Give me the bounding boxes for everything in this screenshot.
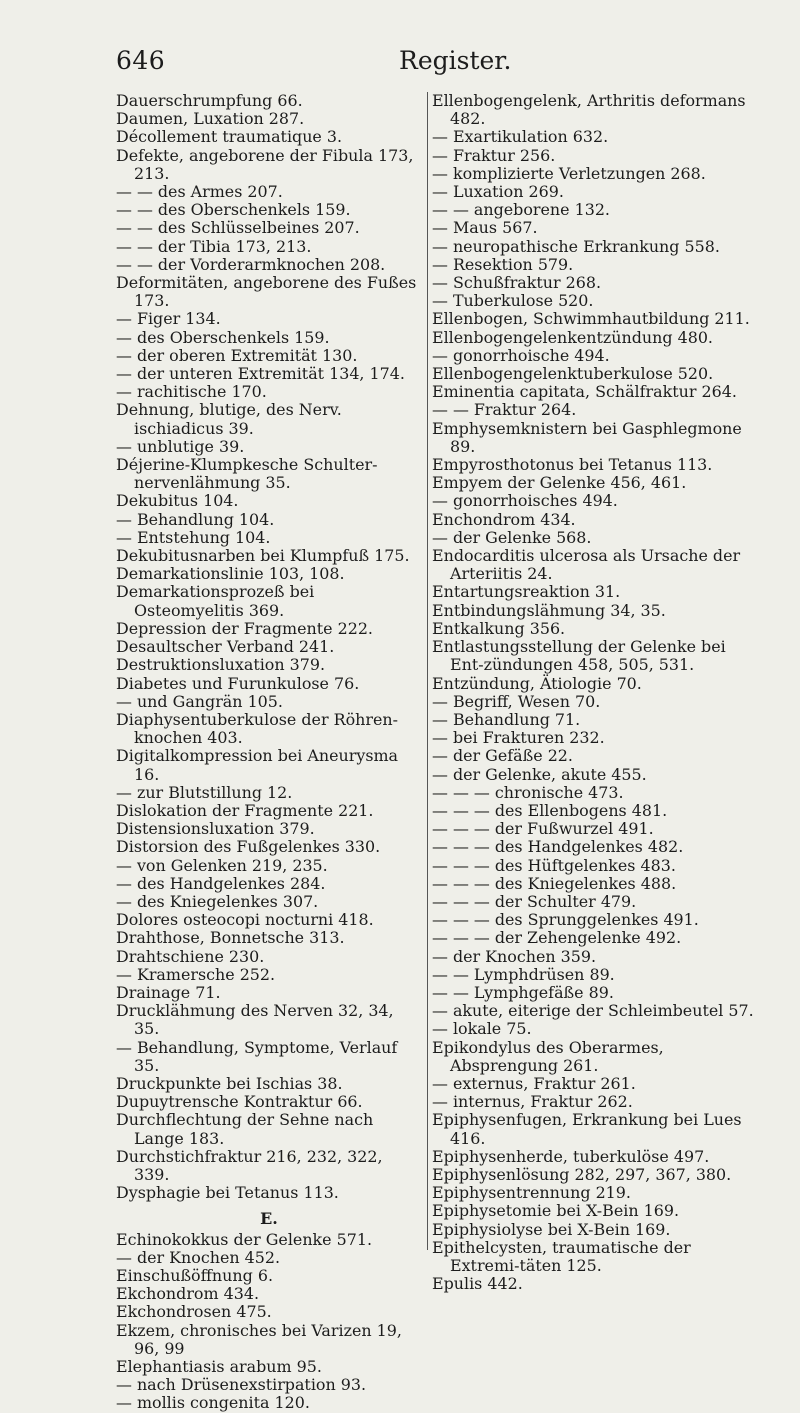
- section-letter: E.: [260, 1209, 278, 1229]
- index-entry: Epiphysenfugen, Erkrankung bei Lues 416.: [432, 1110, 742, 1148]
- index-entry: Ekchondrom 434.: [116, 1284, 260, 1304]
- index-entry: Entlastungsstellung der Gelenke bei Ent-zündungen 458, 505, 531.: [432, 637, 726, 675]
- index-entry: Ekzem, chronisches bei Varizen 19, 96, 99: [116, 1320, 402, 1358]
- index-entry: — zur Blutstillung 12.: [116, 782, 293, 802]
- index-entry: Décollement traumatique 3.: [116, 127, 343, 147]
- index-entry: Epiphysetomie bei X-Bein 169.: [432, 1201, 680, 1221]
- index-entry: Druckpunkte bei Ischias 38.: [116, 1073, 343, 1093]
- index-entry: Drahtschiene 230.: [116, 946, 265, 966]
- index-entry: — neuropathische Erkrankung 558.: [432, 236, 720, 256]
- index-entry: Dekubitus 104.: [116, 491, 239, 511]
- index-entry: Ellenbogengelenk, Arthritis deformans 482.: [432, 91, 746, 129]
- index-entry: Drahthose, Bonnetsche 313.: [116, 928, 345, 948]
- page-number: 646: [116, 46, 166, 75]
- index-entry: — lokale 75.: [432, 1019, 532, 1039]
- index-entry: Depression der Fragmente 222.: [116, 618, 373, 638]
- left-column: [116, 92, 422, 1413]
- index-entry: Ellenbogengelenktuberkulose 520.: [432, 364, 714, 384]
- index-entry: — Resektion 579.: [432, 254, 574, 274]
- index-entry: — Maus 567.: [432, 218, 538, 238]
- index-entry: Diabetes und Furunkulose 76.: [116, 673, 360, 693]
- index-entry: Empyrosthotonus bei Tetanus 113.: [432, 455, 713, 475]
- index-entry: Dupuytrensche Kontraktur 66.: [116, 1092, 363, 1112]
- index-entry: Epiphysentrennung 219.: [432, 1183, 631, 1203]
- index-entry: Demarkationslinie 103, 108.: [116, 564, 345, 584]
- index-entry: — des Handgelenkes 284.: [116, 873, 326, 893]
- index-entry: Demarkationsprozeß bei Osteomyelitis 369.: [116, 582, 315, 620]
- index-entry: Destruktionsluxation 379.: [116, 655, 326, 675]
- index-entry: Durchstichfraktur 216, 232, 322, 339.: [116, 1146, 383, 1184]
- index-entry: Endocarditis ulcerosa als Ursache der Arteriitis 24.: [432, 546, 741, 584]
- index-entry: — der oberen Extremität 130.: [116, 345, 358, 365]
- index-entry: — komplizierte Verletzungen 268.: [432, 163, 706, 183]
- index-entry: Drainage 71.: [116, 982, 221, 1002]
- index-entry: Dysphagie bei Tetanus 113.: [116, 1183, 339, 1203]
- index-entry: — der Gelenke, akute 455.: [432, 764, 647, 784]
- index-entry: — der unteren Extremität 134, 174.: [116, 364, 405, 384]
- index-entry: Ellenbogengelenkentzündung 480.: [432, 327, 713, 347]
- index-entry: — — — des Sprunggelenkes 491.: [432, 910, 699, 930]
- index-entry: — des Oberschenkels 159.: [116, 327, 330, 347]
- index-entry: — Tuberkulose 520.: [432, 291, 594, 311]
- index-entry: — — — der Zehengelenke 492.: [432, 928, 682, 948]
- index-entry: Desaultscher Verband 241.: [116, 637, 335, 657]
- index-entry: Drucklähmung des Nerven 32, 34, 35.: [116, 1001, 394, 1039]
- index-entry: — nach Drüsenexstirpation 93.: [116, 1375, 367, 1395]
- index-entry: Epithelcysten, traumatische der Extremi-täten 125.: [432, 1237, 691, 1275]
- index-entry: — internus, Fraktur 262.: [432, 1092, 633, 1112]
- index-entry: Epiphysenherde, tuberkulöse 497.: [432, 1146, 710, 1166]
- index-entry: Dauerschrumpfung 66.: [116, 91, 303, 110]
- index-entry: — Luxation 269.: [432, 182, 564, 202]
- index-entry: Daumen, Luxation 287.: [116, 109, 305, 129]
- index-entry: — von Gelenken 219, 235.: [116, 855, 328, 875]
- index-entry: Ekchondrosen 475.: [116, 1302, 272, 1322]
- index-entry: Einschußöffnung 6.: [116, 1266, 273, 1285]
- index-entry: Diaphysentuberkulose der Röhren-knochen 403.: [116, 709, 398, 748]
- index-entry: — — angeborene 132.: [432, 200, 610, 220]
- index-entry: — — des Armes 207.: [116, 182, 283, 202]
- index-entry: — der Gelenke 568.: [432, 527, 592, 547]
- index-entry: — — — der Schulter 479.: [432, 891, 637, 911]
- index-entry: Epiphysiolyse bei X-Bein 169.: [432, 1219, 671, 1239]
- index-entry: Déjerine-Klumpkesche Schulter-nervenlähmung 35.: [116, 455, 378, 493]
- index-entry: — — — des Kniegelenkes 488.: [432, 873, 677, 893]
- index-entry: — Behandlung, Symptome, Verlauf 35.: [116, 1037, 398, 1075]
- index-entry: Distorsion des Fußgelenkes 330.: [116, 837, 381, 857]
- index-entry: Elephantiasis arabum 95.: [116, 1357, 322, 1377]
- index-entry: — Behandlung 71.: [432, 709, 581, 729]
- index-entry: Durchflechtung der Sehne nach Lange 183.: [116, 1110, 374, 1148]
- index-entry: — — des Oberschenkels 159.: [116, 200, 351, 220]
- index-entry: Deformitäten, angeborene des Fußes 173.: [116, 273, 417, 311]
- index-entry: Epikondylus des Oberarmes, Absprengung 261.: [432, 1037, 664, 1075]
- index-entry: — unblutige 39.: [116, 436, 245, 456]
- index-entry: — Entstehung 104.: [116, 527, 271, 547]
- index-entry: — Begriff, Wesen 70.: [432, 691, 601, 711]
- index-entry: — gonorrhoische 494.: [432, 345, 610, 365]
- index-entry: — — — des Ellenbogens 481.: [432, 800, 668, 820]
- index-entry: — gonorrhoisches 494.: [432, 491, 618, 511]
- index-entry: — — — des Handgelenkes 482.: [432, 837, 684, 857]
- index-entry: — rachitische 170.: [116, 382, 267, 402]
- index-entry: — akute, eiterige der Schleimbeutel 57.: [432, 1001, 754, 1021]
- index-entry: — des Kniegelenkes 307.: [116, 891, 319, 911]
- index-entry: — der Knochen 452.: [116, 1247, 281, 1267]
- index-entry: Dolores osteocopi nocturni 418.: [116, 910, 374, 930]
- index-entry: Empyem der Gelenke 456, 461.: [432, 473, 687, 493]
- index-entry: Dislokation der Fragmente 221.: [116, 800, 374, 820]
- index-entry: Emphysemknistern bei Gasphlegmone 89.: [432, 418, 742, 456]
- index-entry: — — der Tibia 173, 213.: [116, 236, 312, 256]
- index-entry: Entbindungslähmung 34, 35.: [432, 600, 666, 620]
- index-entry: Ellenbogen, Schwimmhautbildung 211.: [432, 309, 750, 329]
- index-entry: Entzündung, Ätiologie 70.: [432, 673, 642, 693]
- index-entry: — — — des Hüftgelenkes 483.: [432, 855, 676, 875]
- index-entry: — der Gefäße 22.: [432, 746, 573, 766]
- index-entry: — externus, Fraktur 261.: [432, 1073, 636, 1093]
- index-entry: — — der Vorderarmknochen 208.: [116, 254, 386, 274]
- index-entry: — — Fraktur 264.: [432, 400, 577, 420]
- index-entry: — — Lymphdrüsen 89.: [432, 964, 615, 984]
- index-entry: — mollis congenita 120.: [116, 1393, 310, 1413]
- index-entry: — — — der Fußwurzel 491.: [432, 819, 654, 839]
- index-entry: Entartungsreaktion 31.: [432, 582, 621, 602]
- index-entry: Epiphysenlösung 282, 297, 367, 380.: [432, 1164, 732, 1184]
- index-entry: — bei Frakturen 232.: [432, 728, 605, 748]
- index-entry: — Kramersche 252.: [116, 964, 276, 984]
- index-entry: Defekte, angeborene der Fibula 173, 213.: [116, 145, 414, 183]
- index-entry: — Behandlung 104.: [116, 509, 275, 529]
- index-entry: — Exartikulation 632.: [432, 127, 609, 147]
- index-entry: — — des Schlüsselbeines 207.: [116, 218, 360, 238]
- index-entry: Entkalkung 356.: [432, 618, 566, 638]
- index-entry: — Fraktur 256.: [432, 145, 556, 165]
- index-entry: — — Lymphgefäße 89.: [432, 982, 614, 1002]
- index-entry: Epulis 442.: [432, 1274, 523, 1294]
- index-entry: — — — chronische 473.: [432, 782, 624, 802]
- index-entry: — Figer 134.: [116, 309, 221, 329]
- index-entry: Eminentia capitata, Schälfraktur 264.: [432, 382, 737, 402]
- page-heading: Register.: [399, 46, 512, 75]
- index-entry: — und Gangrän 105.: [116, 691, 283, 711]
- index-entry: Distensionsluxation 379.: [116, 819, 315, 839]
- right-column: [427, 91, 754, 1294]
- index-entry: — der Knochen 359.: [432, 946, 597, 966]
- index-entry: — Schußfraktur 268.: [432, 273, 602, 293]
- index-entry: Dekubitusnarben bei Klumpfuß 175.: [116, 546, 410, 566]
- index-entry: Enchondrom 434.: [432, 509, 576, 529]
- index-entry: Dehnung, blutige, des Nerv. ischiadicus 39.: [116, 400, 342, 438]
- index-entry: Echinokokkus der Gelenke 571.: [116, 1229, 373, 1249]
- index-entry: Digitalkompression bei Aneurysma 16.: [116, 746, 399, 784]
